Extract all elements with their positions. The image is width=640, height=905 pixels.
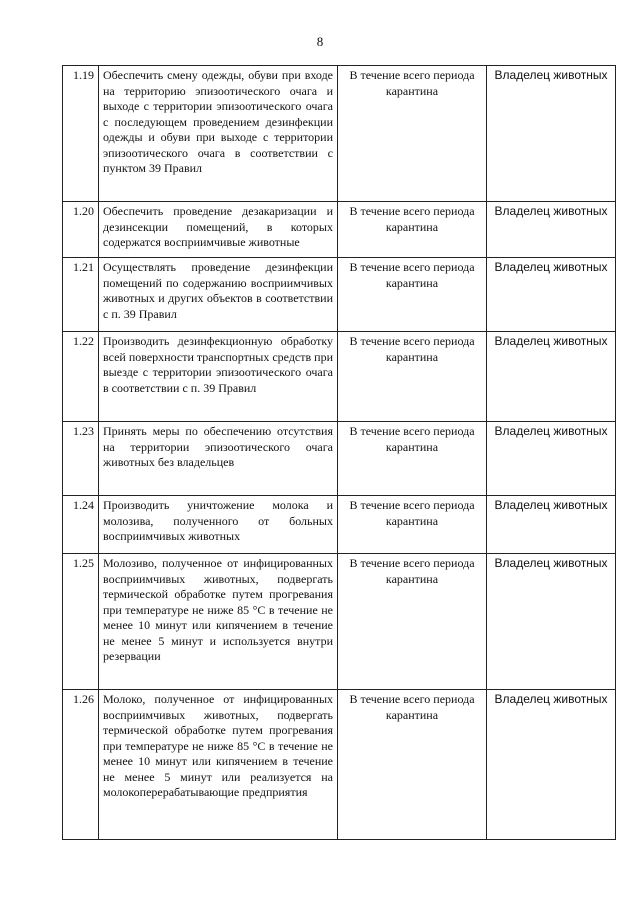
measure-text: Обеспечить смену одежды, обуви при входе на территорию эпизоотического очага и выходе с территории эпизоотического очага с последующем проведением дезинфекции одежды и обуви при выходе с территории эпизоотического очага в соответствии с пунктом 39 Правил: [99, 66, 338, 202]
responsible-text: Владелец животных: [487, 202, 616, 258]
period-text: В течение всего периода карантина: [338, 690, 487, 840]
row-number: 1.26: [63, 690, 99, 840]
table-row: [63, 258, 616, 332]
measures-table-body: [63, 66, 616, 840]
measure-text: Производить уничтожение молока и молозива, полученного от больных восприимчивых животных: [99, 496, 338, 554]
period-text: В течение всего периода карантина: [338, 66, 487, 202]
measure-text: Молозиво, полученное от инфицированных восприимчивых животных, подвергать термической обработке путем прогревания при температуре не ниже 85 °С в течение не менее 10 минут или кипячением в течение не менее 5 минут и используется внутри резервации: [99, 554, 338, 690]
table-row: [63, 422, 616, 496]
responsible-text: Владелец животных: [487, 332, 616, 422]
row-number: 1.23: [63, 422, 99, 496]
table-row: [63, 66, 616, 202]
period-text: В течение всего периода карантина: [338, 422, 487, 496]
measures-table: [62, 65, 616, 840]
period-text: В течение всего периода карантина: [338, 332, 487, 422]
row-number: 1.24: [63, 496, 99, 554]
measure-text: Обеспечить проведение дезакаризации и дезинсекции помещений, в которых содержатся восприимчивые животные: [99, 202, 338, 258]
measure-text: Принять меры по обеспечению отсутствия на территории эпизоотического очага животных без владельцев: [99, 422, 338, 496]
row-number: 1.20: [63, 202, 99, 258]
period-text: В течение всего периода карантина: [338, 202, 487, 258]
responsible-text: Владелец животных: [487, 496, 616, 554]
table-row: [63, 554, 616, 690]
table-row: [63, 332, 616, 422]
responsible-text: Владелец животных: [487, 66, 616, 202]
period-text: В течение всего периода карантина: [338, 258, 487, 332]
period-text: В течение всего периода карантина: [338, 496, 487, 554]
row-number: 1.25: [63, 554, 99, 690]
row-number: 1.22: [63, 332, 99, 422]
responsible-text: Владелец животных: [487, 554, 616, 690]
table-row: [63, 202, 616, 258]
measure-text: Осуществлять проведение дезинфекции помещений по содержанию восприимчивых животных и других объектов в соответствии с п. 39 Правил: [99, 258, 338, 332]
measure-text: Производить дезинфекционную обработку всей поверхности транспортных средств при выезде с территории эпизоотического очага в соответствии с п. 39 Правил: [99, 332, 338, 422]
row-number: 1.21: [63, 258, 99, 332]
table-row: [63, 496, 616, 554]
responsible-text: Владелец животных: [487, 258, 616, 332]
measure-text: Молоко, полученное от инфицированных восприимчивых животных, подвергать термической обработке путем прогревания при температуре не ниже 85 °С в течение не менее 10 минут или кипячением в течение не менее 5 минут или реализуется на молокоперерабатывающие предприятия: [99, 690, 338, 840]
period-text: В течение всего периода карантина: [338, 554, 487, 690]
page-number: 8: [316, 34, 324, 49]
responsible-text: Владелец животных: [487, 690, 616, 840]
responsible-text: Владелец животных: [487, 422, 616, 496]
row-number: 1.19: [63, 66, 99, 202]
table-row: [63, 690, 616, 840]
